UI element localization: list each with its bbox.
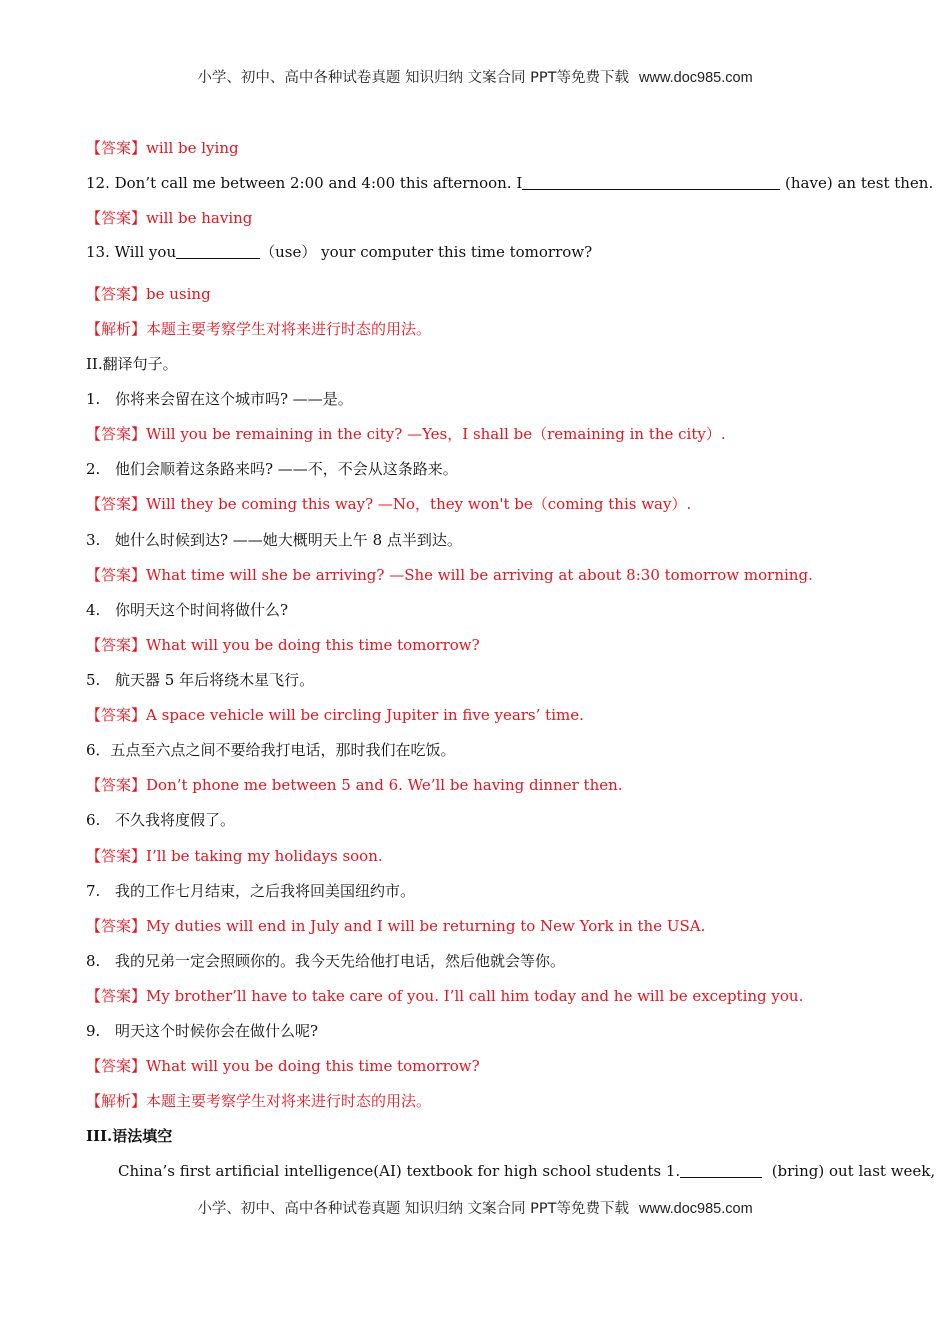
translate-answer-2: 【答案】Will they be coming this way? —No，they won't be（coming this way）. [86,495,692,513]
translate-item-6a: 6．五点至六点之间不要给我打电话，那时我们在吃饭。 [86,741,456,759]
answer-13: 【答案】be using [86,285,211,303]
translate-answer-1: 【答案】Will you be remaining in the city? —Yes，I shall be（remaining in the city）. [86,425,726,443]
translate-item-7: 7. 我的工作七月结束，之后我将回美国纽约市。 [86,882,416,900]
footer-text: 小学、初中、高中各种试卷真题 知识归纳 文案合同 PPT等免费下载 [197,1201,630,1217]
blank-13[interactable] [176,244,260,259]
question-13: 13. Will you （use） your computer this time tomorrow? [86,243,593,261]
translate-answer-9: 【答案】What will you be doing this time tomorrow? [86,1057,480,1075]
answer-12: 【答案】will be having [86,209,253,227]
translate-answer-3: 【答案】What time will she be arriving? —She will be arriving at about 8:30 tomorrow morning. [86,566,813,584]
translate-item-5: 5. 航天器 5 年后将绕木星飞行。 [86,671,315,689]
translate-answer-6b: 【答案】I’ll be taking my holidays soon. [86,847,383,865]
question-12: 12. Don’t call me between 2:00 and 4:00 this afternoon. I (have) an test then. [86,174,934,192]
translate-answer-5: 【答案】A space vehicle will be circling Jupiter in five years’ time. [86,706,584,724]
translate-item-8: 8. 我的兄弟一定会照顾你的。我今天先给他打电话，然后他就会等你。 [86,952,566,970]
section-3-heading: III.语法填空 [86,1127,173,1145]
blank-12[interactable] [522,175,780,190]
translate-answer-4: 【答案】What will you be doing this time tomorrow? [86,636,480,654]
analysis-1: 【解析】本题主要考察学生对将来进行时态的用法。 [86,320,432,338]
analysis-2: 【解析】本题主要考察学生对将来进行时态的用法。 [86,1092,432,1110]
page-footer [0,1197,950,1218]
header-url: www.doc985.com [639,70,753,86]
translate-answer-8: 【答案】My brother’ll have to take care of you. I’ll call him today and he will be excepting you. [86,987,804,1005]
translate-item-6b: 6. 不久我将度假了。 [86,811,236,829]
translate-item-2: 2. 他们会顺着这条路来吗? ——不，不会从这条路来。 [86,460,458,478]
section-2-heading: II.翻译句子。 [86,355,178,373]
answer-tag: 【答案】 [86,139,147,157]
analysis-tag: 【解析】 [86,320,147,338]
passage-line-1: China’s first artificial intelligence(AI) textbook for high school students 1. (bring) out last week, [118,1162,936,1180]
footer-url: www.doc985.com [639,1201,753,1217]
translate-item-1: 1. 你将来会留在这个城市吗? ——是。 [86,390,353,408]
translate-item-4: 4. 你明天这个时间将做什么? [86,601,289,619]
translate-answer-7: 【答案】My duties will end in July and I will be returning to New York in the USA. [86,917,706,935]
page-header [0,66,950,87]
translate-answer-6a: 【答案】Don’t phone me between 5 and 6. We’ll be having dinner then. [86,776,623,794]
translate-item-9: 9. 明天这个时候你会在做什么呢? [86,1022,319,1040]
header-text: 小学、初中、高中各种试卷真题 知识归纳 文案合同 PPT等免费下载 [197,70,630,86]
translate-item-3: 3. 她什么时候到达? ——她大概明天上午 8 点半到达。 [86,531,462,549]
blank-passage-1[interactable] [680,1163,762,1178]
answer-11: 【答案】will be lying [86,139,239,157]
